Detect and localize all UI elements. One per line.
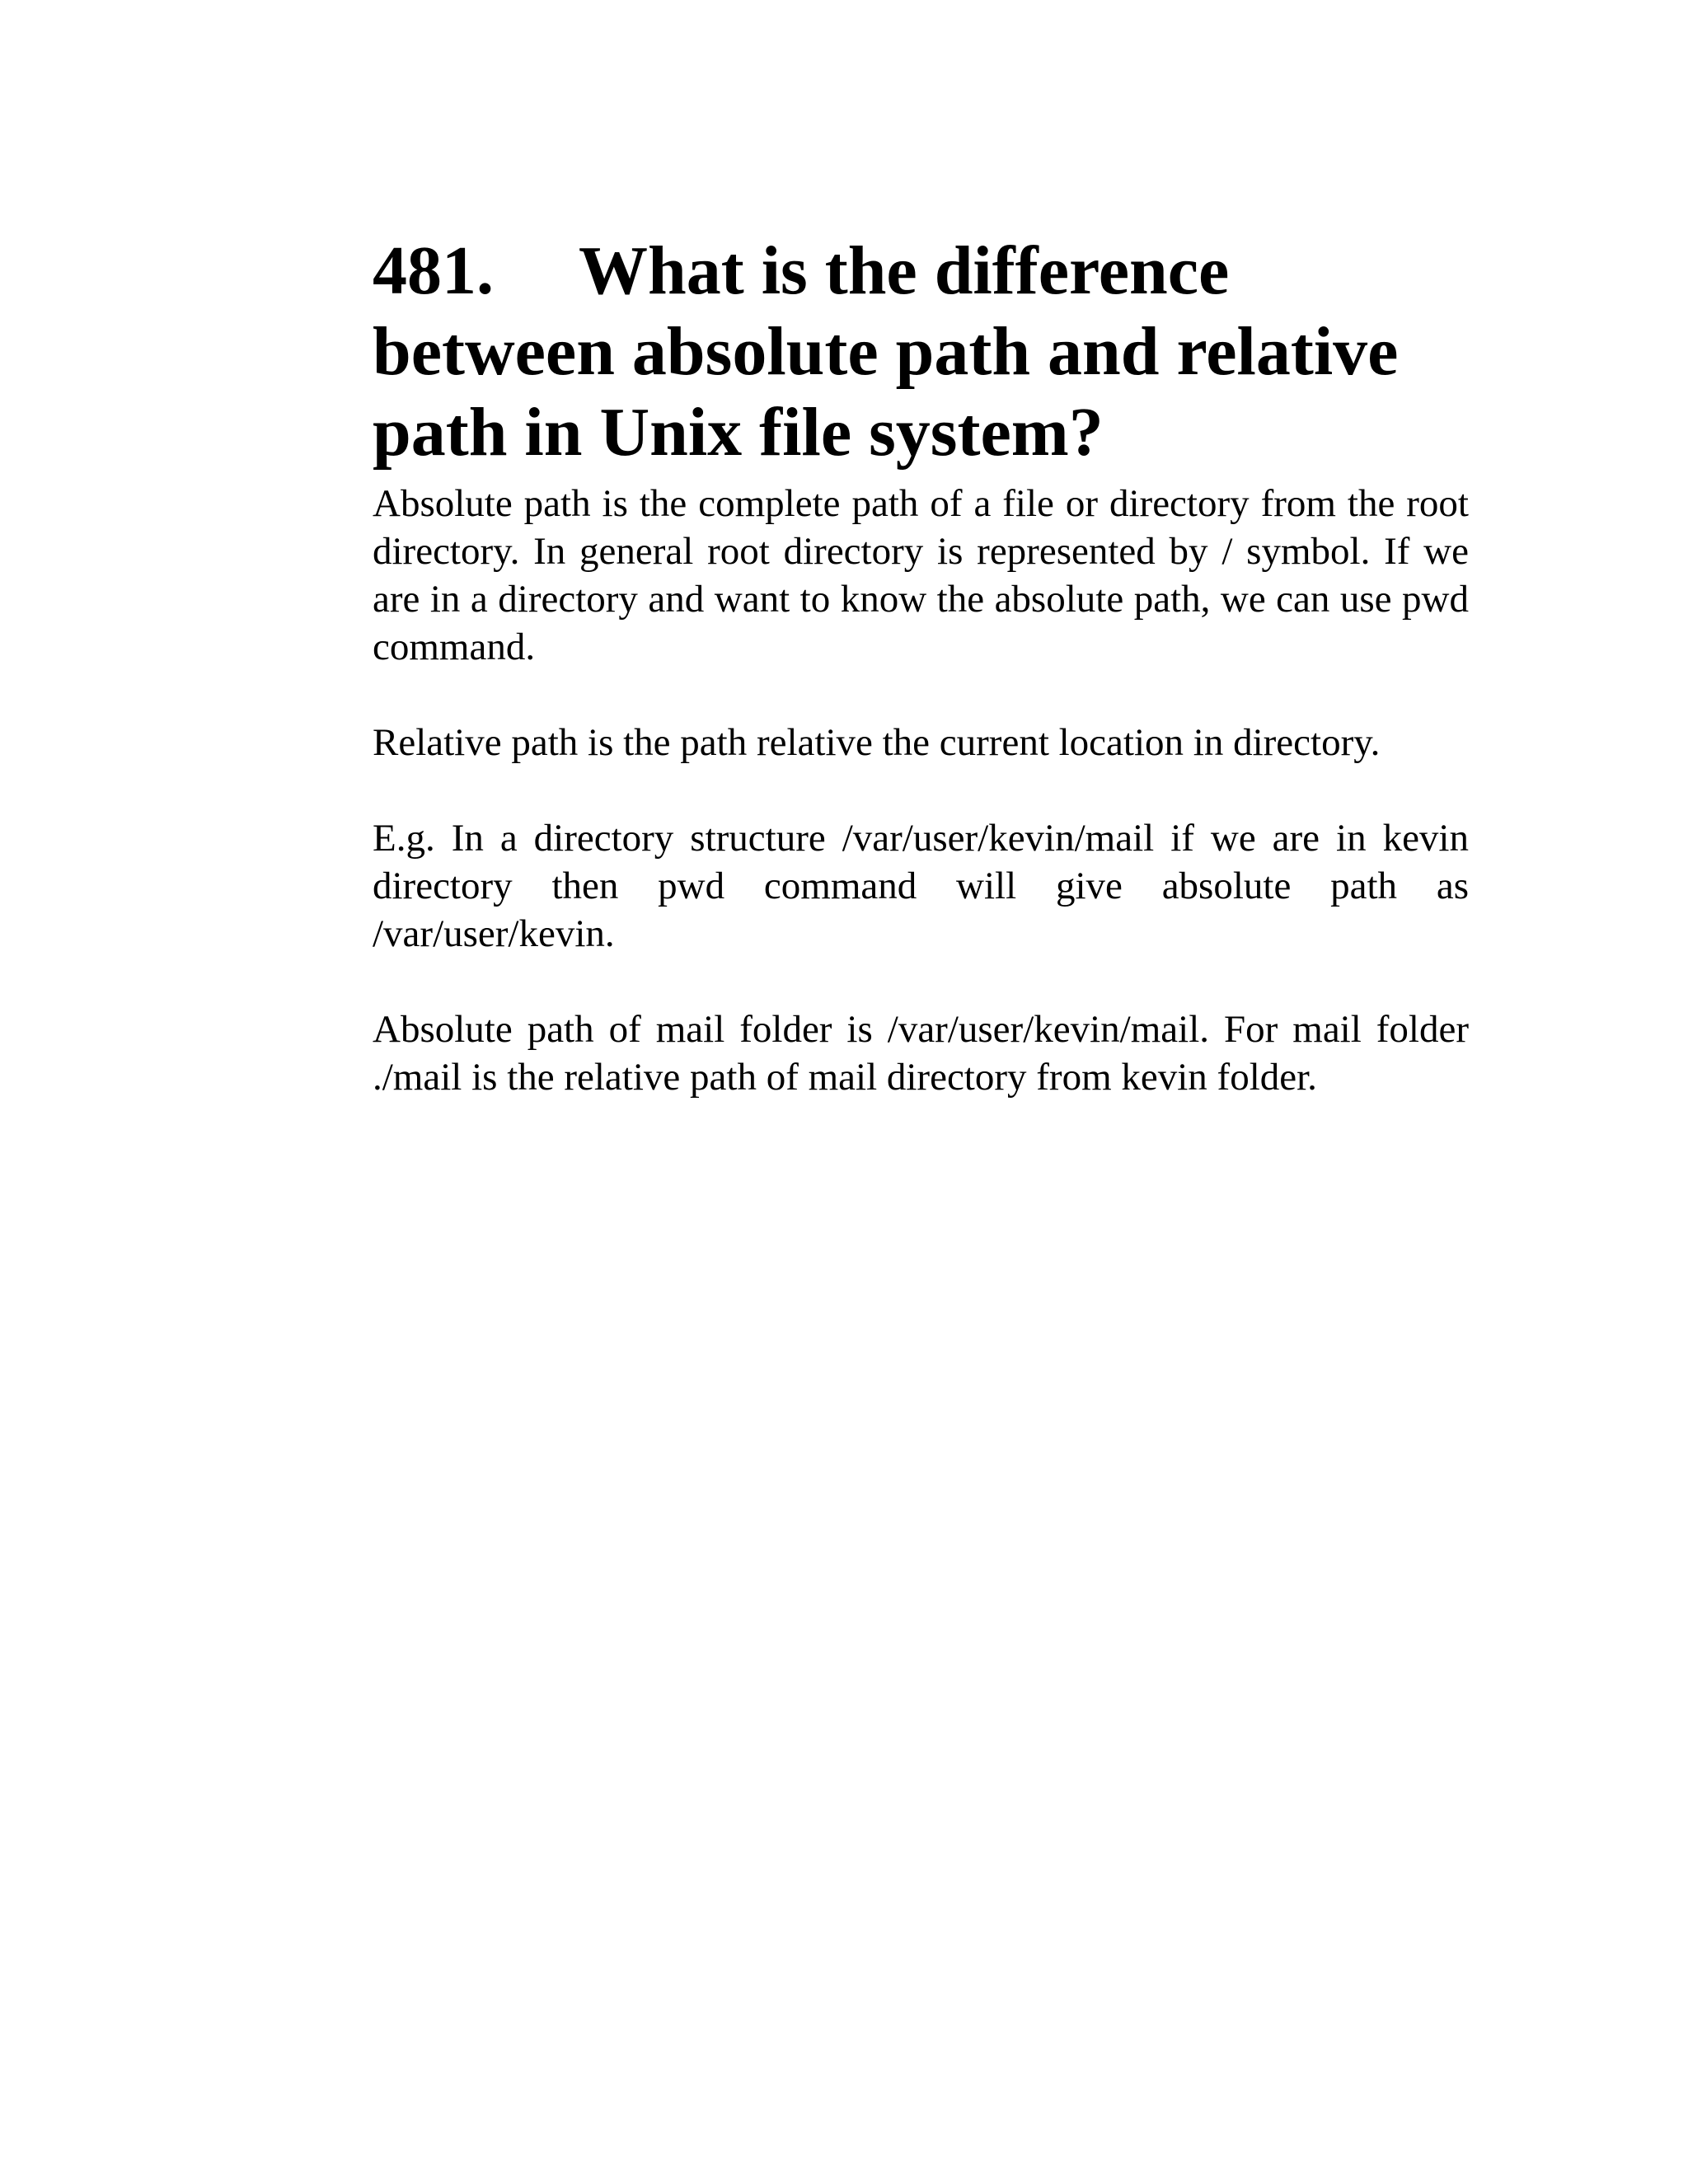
content-area bbox=[373, 231, 1469, 1149]
question-title: What is the difference between absolute path and relative path in Unix file system? bbox=[373, 232, 1399, 471]
question-heading bbox=[373, 231, 1469, 473]
paragraph-mail-folder: Absolute path of mail folder is /var/user/kevin/mail. For mail folder ./mail is the relative path of mail directory from kevin folder. bbox=[373, 1008, 1469, 1099]
paragraph-example: E.g. In a directory structure /var/user/kevin/mail if we are in kevin directory then pwd command will give absolute path as /var/user/kevin. bbox=[373, 817, 1469, 955]
paragraph-absolute-path: Absolute path is the complete path of a file or directory from the root directory. In general root directory is represented by / symbol. If we are in a directory and want to know the absolute path, we can use pwd command. bbox=[373, 482, 1469, 668]
paragraph-relative-path: Relative path is the path relative the current location in directory. bbox=[373, 721, 1381, 764]
question-number: 481. bbox=[373, 232, 494, 309]
